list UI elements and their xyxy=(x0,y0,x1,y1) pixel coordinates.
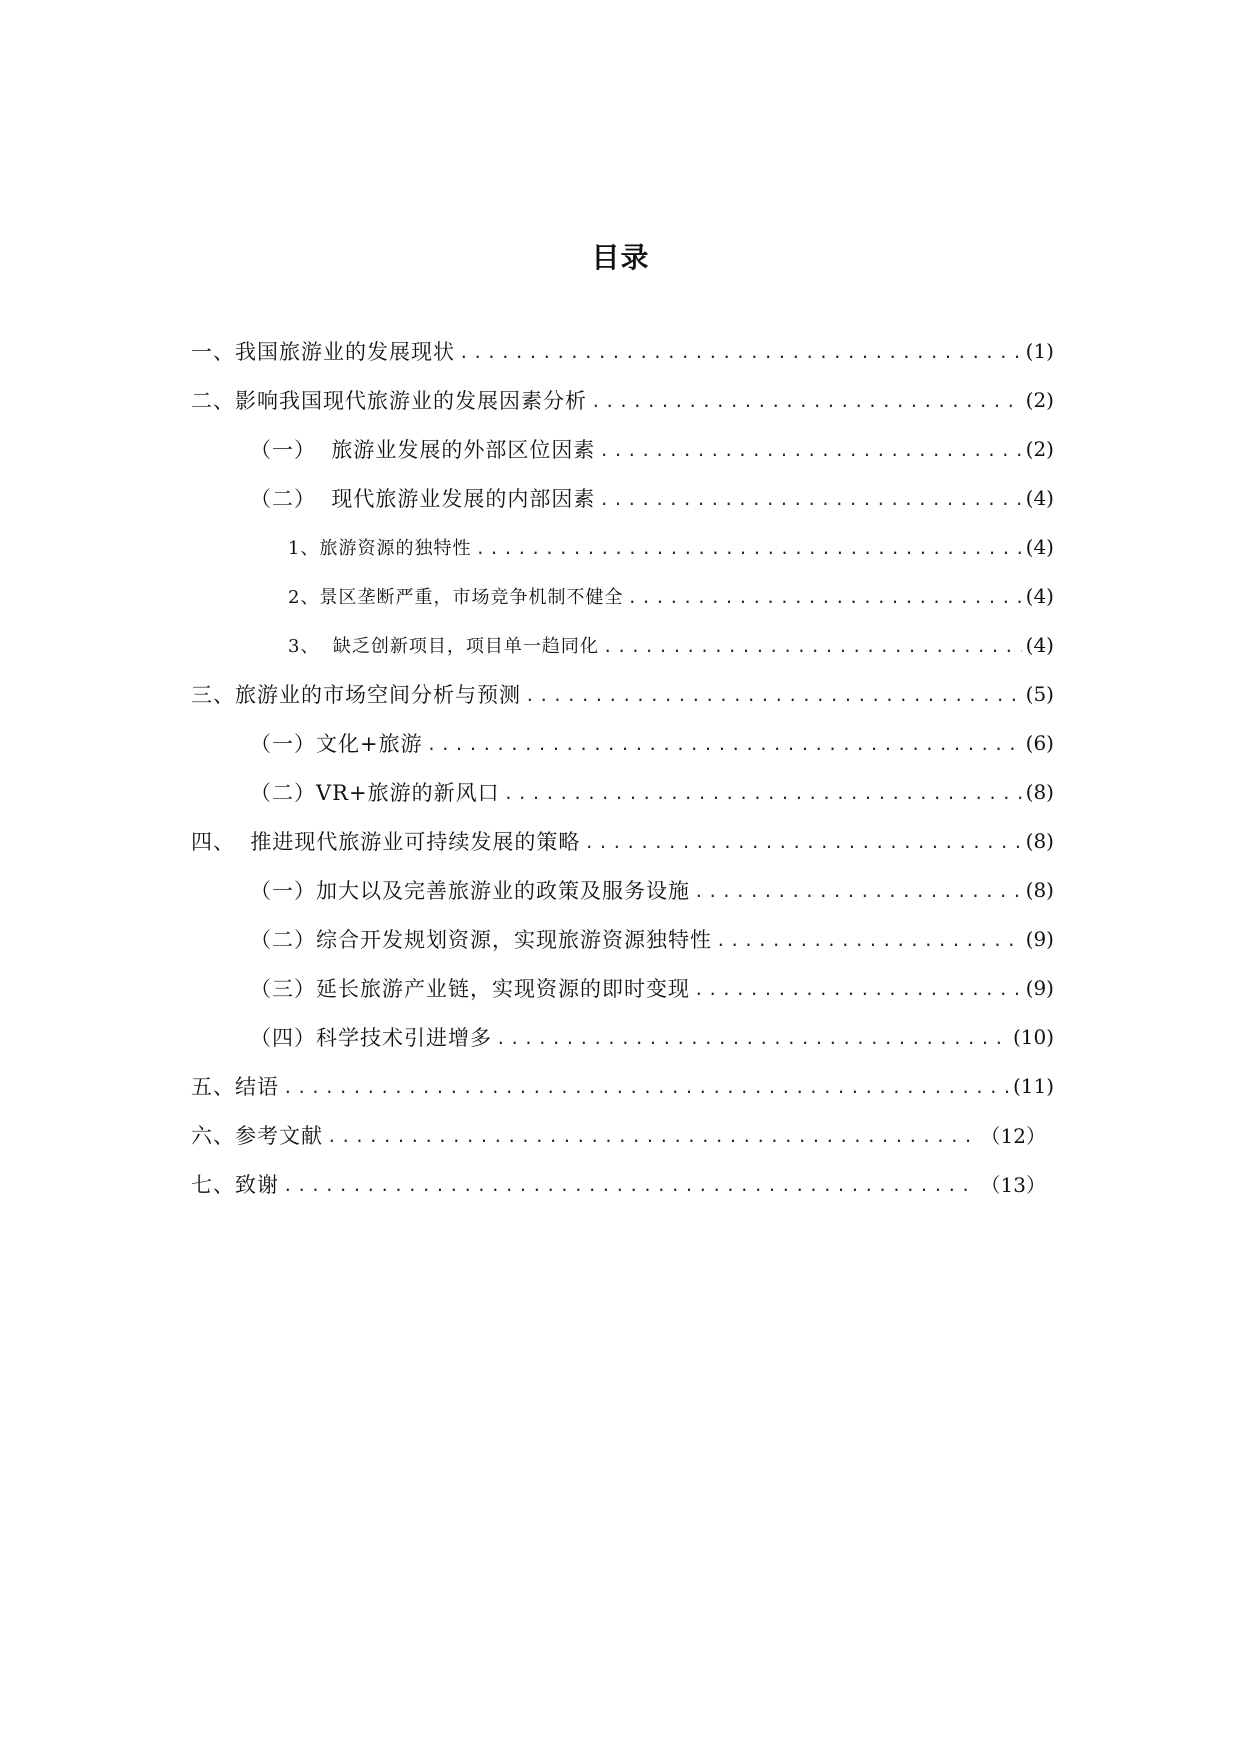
toc-entry-title: 3、 缺乏创新项目，项目单一趋同化 xyxy=(288,635,599,657)
toc-entry[interactable] xyxy=(0,767,1241,816)
toc-entry[interactable] xyxy=(0,865,1241,914)
toc-page-number: （12） xyxy=(980,1124,1046,1148)
page-title: 目录 xyxy=(591,241,650,274)
toc-page-number: (2) xyxy=(1025,436,1054,461)
toc-entry-title: 四、 推进现代旅游业可持续发展的策略 xyxy=(191,829,581,854)
toc-entry[interactable] xyxy=(0,1012,1241,1061)
toc-page-number: (2) xyxy=(1025,387,1054,412)
toc-entry-title: （二） 现代旅游业发展的内部因素 xyxy=(250,486,596,511)
toc-entry[interactable] xyxy=(0,620,1241,669)
toc-page-number: (4) xyxy=(1025,583,1054,608)
toc-entry-title: 六、参考文献 xyxy=(191,1123,323,1148)
dot-leader xyxy=(694,976,1022,1000)
toc-entry[interactable] xyxy=(0,1159,1241,1208)
toc-entry-title: （一）加大以及完善旅游业的政策及服务设施 xyxy=(250,878,690,903)
toc-entry-title: （一）文化+旅游 xyxy=(250,731,423,756)
toc-page-number: (4) xyxy=(1025,632,1054,657)
toc-entry[interactable] xyxy=(0,1110,1241,1159)
toc-page-number: (9) xyxy=(1025,975,1054,1000)
toc-entry[interactable] xyxy=(0,424,1241,473)
toc-page-number: (4) xyxy=(1025,485,1054,510)
dot-leader xyxy=(694,878,1022,902)
dot-leader xyxy=(327,1123,977,1147)
toc-entry[interactable] xyxy=(0,473,1241,522)
toc-page-number: (11) xyxy=(1012,1073,1054,1098)
dot-leader xyxy=(627,584,1021,608)
dot-leader xyxy=(283,1172,977,1196)
toc-entry[interactable] xyxy=(0,718,1241,767)
dot-leader xyxy=(525,682,1022,706)
dot-leader xyxy=(603,633,1022,657)
toc-page-number: (8) xyxy=(1025,828,1054,853)
toc-page-number: (8) xyxy=(1025,877,1054,902)
toc-page-number: (8) xyxy=(1025,779,1054,804)
toc-entry[interactable] xyxy=(0,375,1241,424)
table-of-contents xyxy=(0,326,1241,1208)
dot-leader xyxy=(584,829,1021,853)
toc-entry[interactable] xyxy=(0,914,1241,963)
toc-entry-title: 五、结语 xyxy=(191,1074,279,1099)
toc-entry[interactable] xyxy=(0,669,1241,718)
dot-leader xyxy=(504,780,1022,804)
dot-leader xyxy=(459,339,1022,363)
toc-page-number: (1) xyxy=(1025,338,1054,363)
dot-leader xyxy=(591,388,1022,412)
toc-entry[interactable] xyxy=(0,1061,1241,1110)
toc-page-number: (9) xyxy=(1025,926,1054,951)
toc-entry-title: （二）VR+旅游的新风口 xyxy=(250,780,500,805)
dot-leader xyxy=(716,927,1022,951)
toc-page-number: (4) xyxy=(1025,534,1054,559)
toc-entry[interactable] xyxy=(0,963,1241,1012)
toc-page-number: (10) xyxy=(1012,1024,1054,1049)
toc-entry-title: 一、我国旅游业的发展现状 xyxy=(191,339,455,364)
toc-entry[interactable] xyxy=(0,816,1241,865)
toc-entry-title: （四）科学技术引进增多 xyxy=(250,1025,492,1050)
dot-leader xyxy=(496,1025,1009,1049)
dot-leader xyxy=(599,437,1021,461)
toc-page-number: (6) xyxy=(1025,730,1054,755)
dot-leader xyxy=(283,1074,1009,1098)
toc-entry[interactable] xyxy=(0,326,1241,375)
toc-entry-title: 七、致谢 xyxy=(191,1172,279,1197)
toc-entry-title: 二、影响我国现代旅游业的发展因素分析 xyxy=(191,388,587,413)
dot-leader xyxy=(427,731,1022,755)
toc-page-number: (5) xyxy=(1025,681,1054,706)
dot-leader xyxy=(599,486,1021,510)
dot-leader xyxy=(475,535,1021,559)
toc-entry-title: 1、旅游资源的独特性 xyxy=(288,537,472,559)
toc-entry-title: 三、旅游业的市场空间分析与预测 xyxy=(191,682,521,707)
toc-entry-title: （二）综合开发规划资源，实现旅游资源独特性 xyxy=(250,927,712,952)
toc-entry-title: （三）延长旅游产业链，实现资源的即时变现 xyxy=(250,976,690,1001)
toc-entry[interactable] xyxy=(0,522,1241,571)
toc-entry-title: （一） 旅游业发展的外部区位因素 xyxy=(250,437,596,462)
toc-entry-title: 2、景区垄断严重，市场竞争机制不健全 xyxy=(288,586,624,608)
toc-entry[interactable] xyxy=(0,571,1241,620)
toc-page-number: （13） xyxy=(980,1173,1046,1197)
